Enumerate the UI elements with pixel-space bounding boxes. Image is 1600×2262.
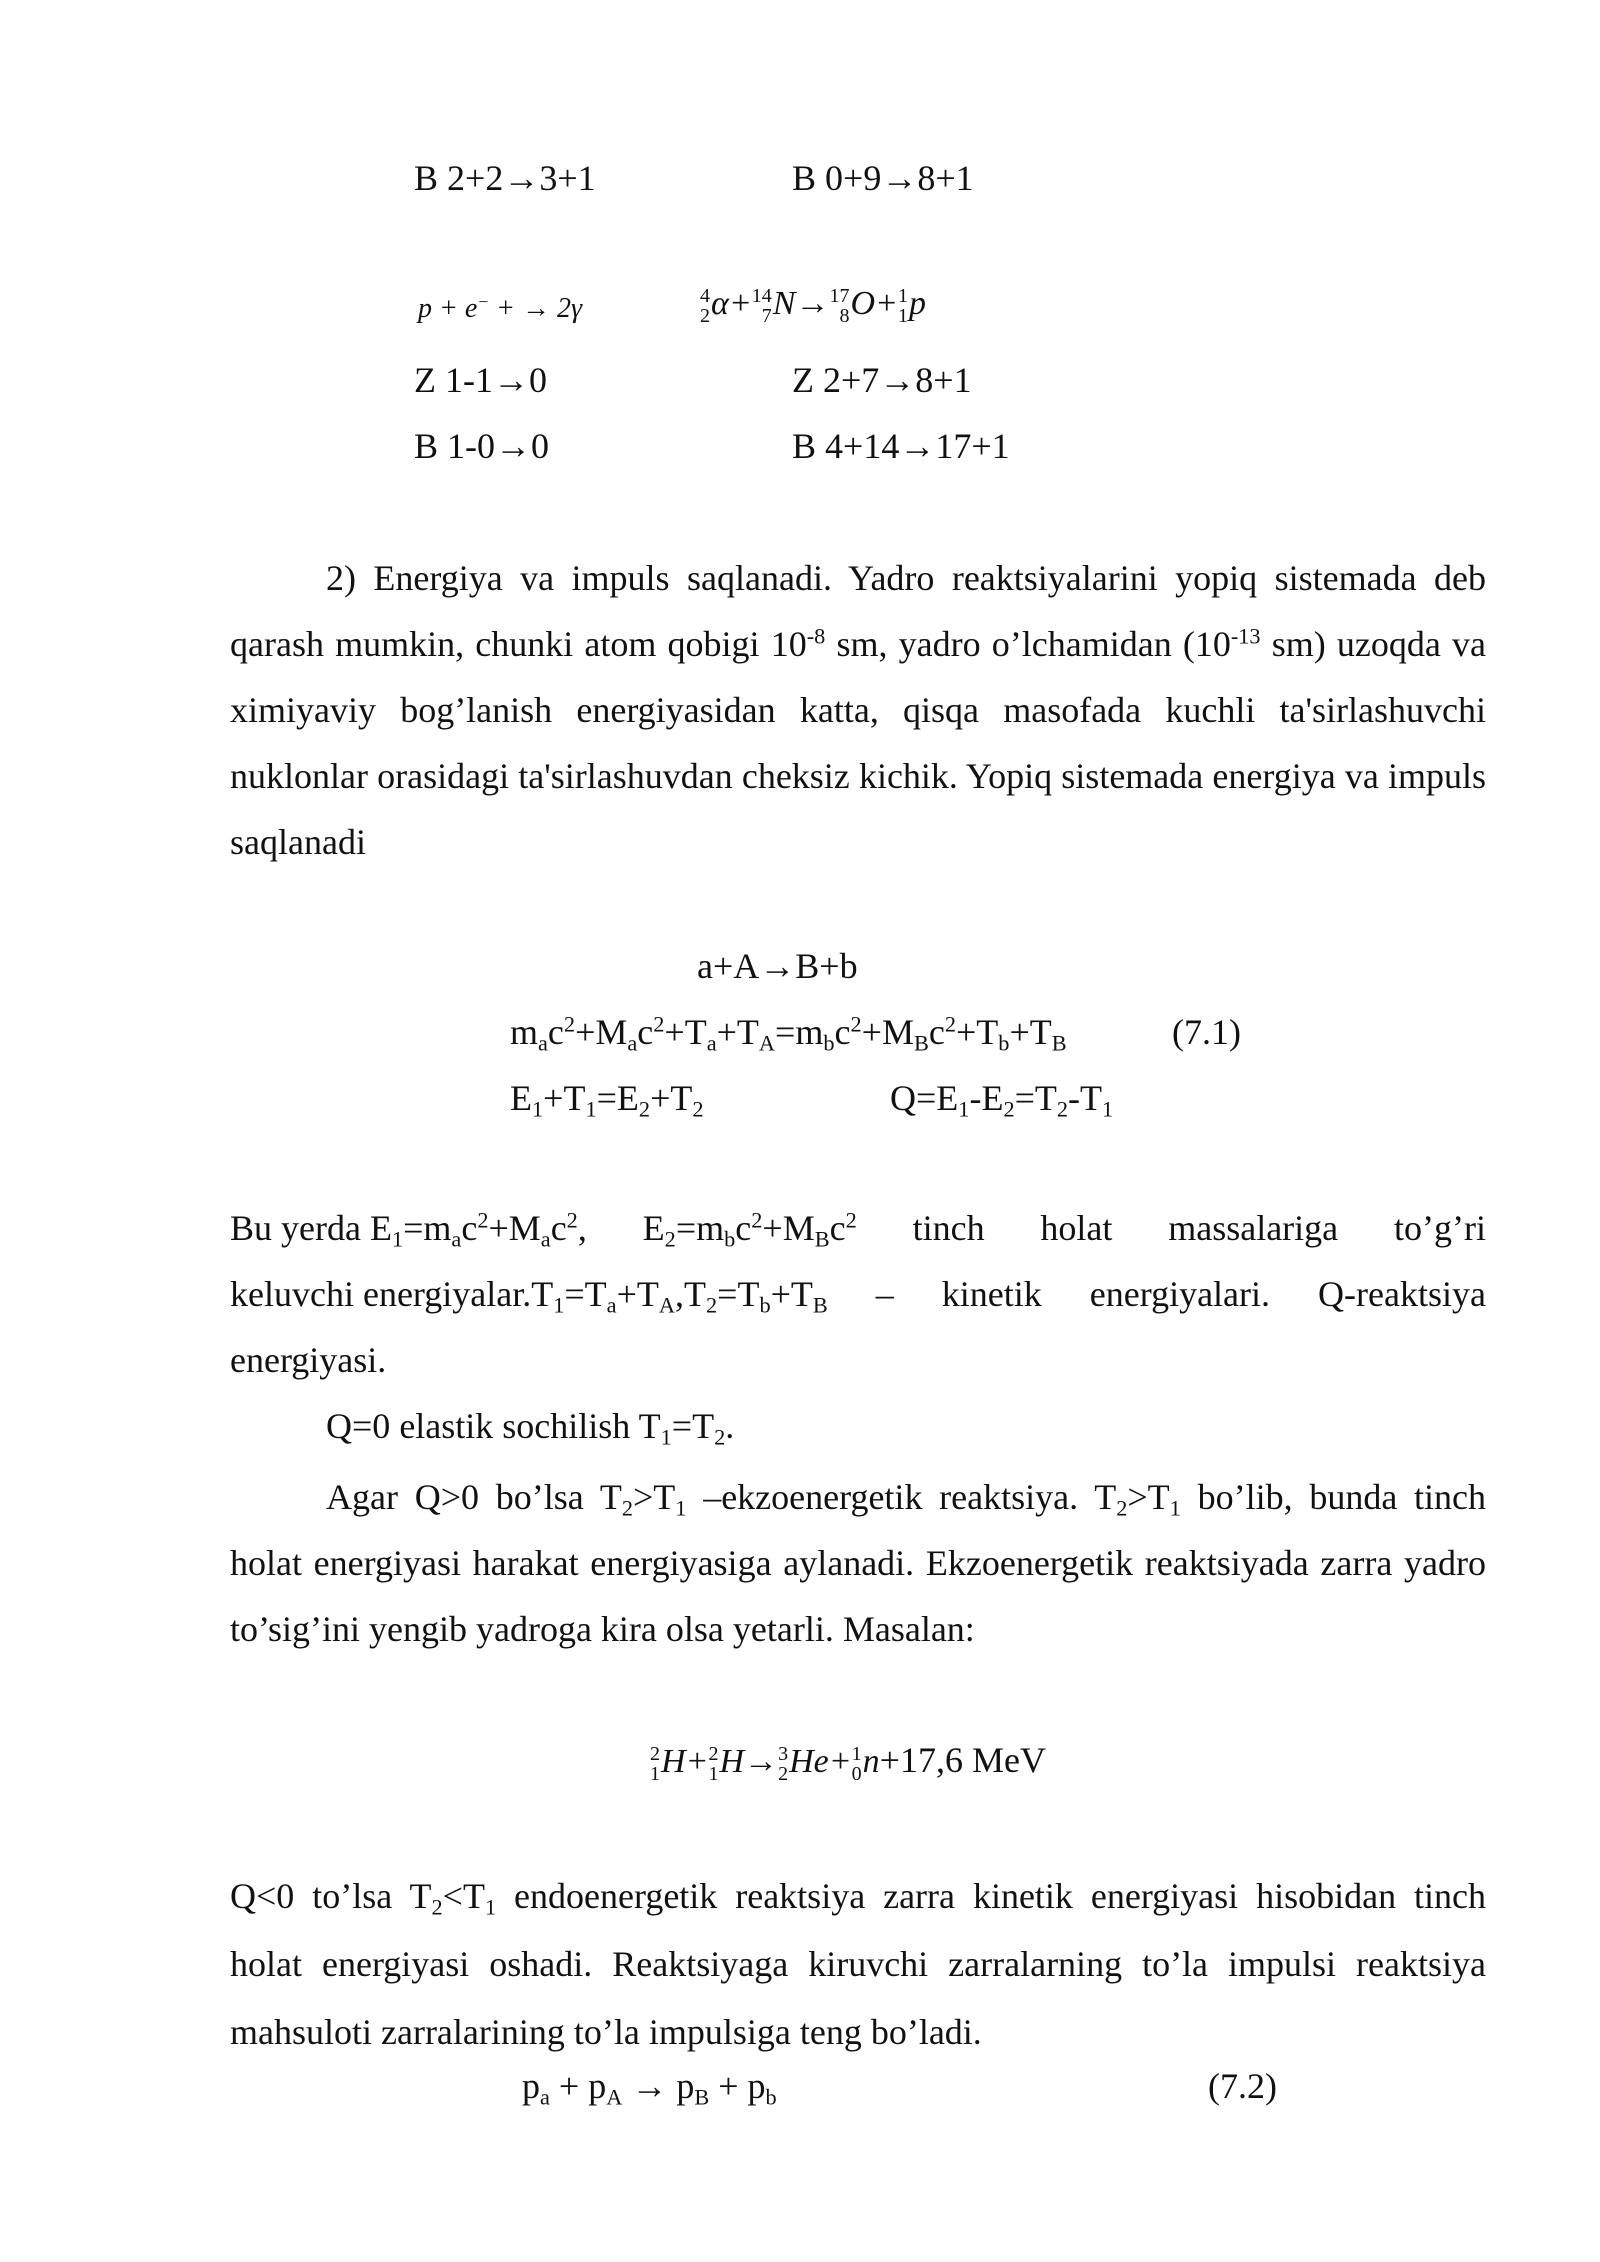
equation-momentum: $p_a + p_A \to p_B + p_b$ bbox=[522, 2066, 777, 2110]
equation-number-7-1: (7.1) bbox=[1172, 1012, 1241, 1052]
baryon-balance-left-1: B 2+2→3+1 bbox=[414, 158, 596, 198]
charge-balance-right: Z 2+7→8+1 bbox=[792, 360, 972, 400]
equation-energy-balance: $m_ac^2+M_ac^2+T_a+T_A=m_bc^2+M_Bc^2+T_b+T_B$ bbox=[510, 1011, 1067, 1056]
equation-reaction: a+A→B+b bbox=[697, 946, 858, 986]
baryon-balance-right-1: B 0+9→8+1 bbox=[792, 158, 974, 198]
formula-annihilation: p + e− + → 2γ bbox=[418, 292, 582, 324]
equation-total-energy: $E_1+T_1=E_2+T_2$ bbox=[510, 1078, 704, 1122]
paragraph-rest-energy-line3: energiyasi. bbox=[230, 1340, 387, 1380]
equation-q-value: $Q=E_1-E_2=T_2-T_1$ bbox=[890, 1078, 1114, 1122]
charge-balance-left: Z 1-1→0 bbox=[414, 360, 547, 400]
paragraph-endoenergetic: Q<0 to’lsa $T_2<T_1$ endoenergetik reaktsiya zarra kinetik energiyasi hisobidan tinch holat energiyasi oshadi. Reaktsiyaga kiruvchi zarralarning to’la impulsi reaktsiya mahsuloti zarralarining to’la impulsiga teng bo’ladi. bbox=[230, 1876, 1486, 2052]
baryon-balance-right-2: B 4+14→17+1 bbox=[792, 426, 1010, 466]
formula-alpha-nitrogen: 4 2 α+ 14 7 N→ 17 8 O+ 1 1 p bbox=[700, 285, 926, 328]
line-elastic-scattering: Q=0 elastik sochilish $T_1=T_2$. bbox=[326, 1406, 735, 1450]
formula-deuterium-fusion: 2 1 H+ 2 1 H→ 3 2 He+ 1 0 n+17,6 MeV bbox=[650, 1740, 1046, 1786]
equation-number-7-2: (7.2) bbox=[1208, 2066, 1277, 2106]
paragraph-rest-energy-line2: keluvchi $energiyalar.T_1=T_a+T_A,T_2=T_b+T_B$ – kinetik energiyalari. Q-reaktsiya bbox=[230, 1274, 1486, 1318]
baryon-balance-left-2: B 1-0→0 bbox=[414, 426, 549, 466]
paragraph-rest-energy-line1: Bu yerda $E_1=m_ac^2+M_ac^2$, $E_2=m_bc^2+M_Bc^2$ tinch holat massalariga to’g’ri bbox=[230, 1207, 1486, 1252]
paragraph-exoenergetic: Agar Q>0 bo’lsa $T_2>T_1$ –ekzoenergetik reaktsiya. $T_2>T_1$ bo’lib, bunda tinch holat energiyasi harakat energiyasiga aylanadi. Ekzoenergetik reaktsiyada zarra yadro to’sig’ini yengib yadroga kira olsa yetarli. Masalan: bbox=[230, 1477, 1487, 1649]
paragraph-energy-conservation: 2) Energiya va impuls saqlanadi. Yadro reaktsiyalarini yopiq sistemada deb qarash mumkin, chunki atom qobigi $10^{-8}$ sm, yadro o’lchamidan ($10^{-13}$ sm) uzoqda va ximiyaviy bog’lanish energiyasidan katta, qisqa masofada kuchli ta'sirlashuvchi nuklonlar orasidagi ta'sirlashuvdan cheksiz kichik. Yopiq sistemada energiya va impuls saqlanadi bbox=[230, 558, 1486, 862]
